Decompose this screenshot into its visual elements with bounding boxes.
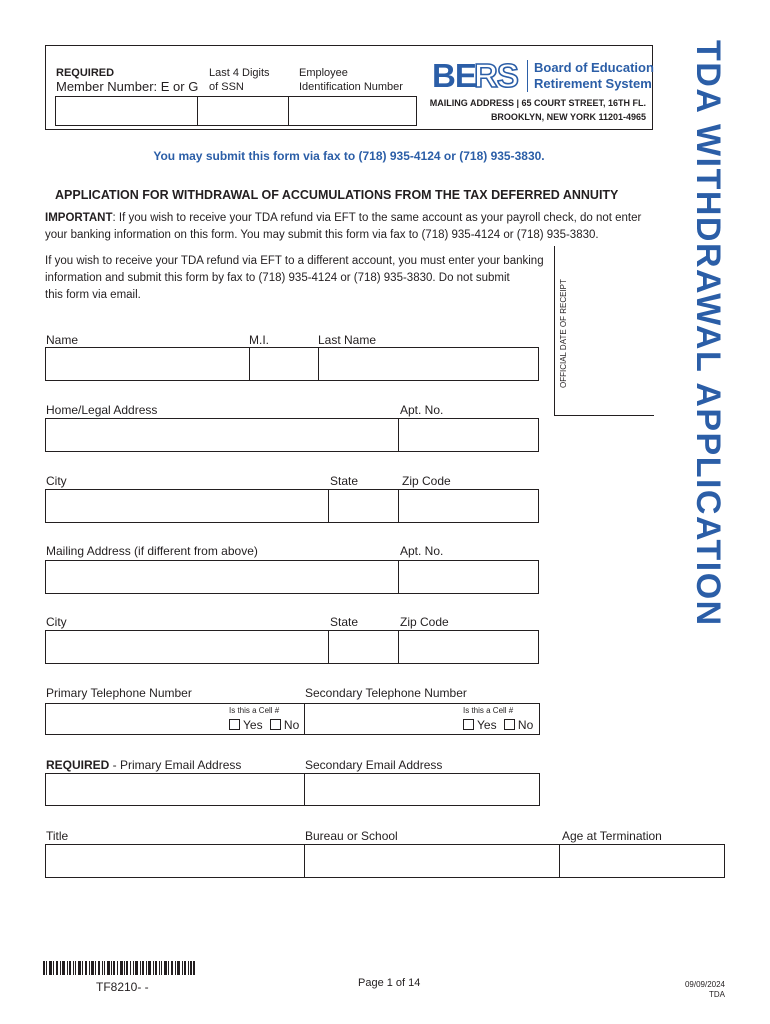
- state-2-label: State: [330, 615, 359, 629]
- zip-input[interactable]: [399, 490, 538, 522]
- mailing-address-input[interactable]: [46, 561, 398, 593]
- home-address-row: [45, 418, 539, 452]
- name-label: Name: [46, 333, 79, 347]
- primary-email-label: [46, 758, 241, 772]
- name-row-inputs: [45, 347, 539, 381]
- city-row: [45, 489, 539, 523]
- receipt-label: OFFICIAL DATE OF RECEIPT: [559, 279, 568, 388]
- mi-label: M.I.: [249, 333, 269, 347]
- important-text-line2: your banking information on this form. You may submit this form via fax to (718) 935-4124 or (718) 935-3830.: [45, 229, 599, 241]
- org-name-line2: Retirement System: [534, 76, 652, 91]
- employee-id-input[interactable]: [288, 96, 417, 126]
- member-number-input[interactable]: [55, 96, 198, 126]
- city-label: City: [46, 474, 67, 488]
- eft-notice-line1: If you wish to receive your TDA refund via EFT to a different account, you must enter your banking: [45, 255, 544, 267]
- first-name-input[interactable]: [46, 348, 249, 380]
- ssn-last4-input[interactable]: [197, 96, 289, 126]
- city-input[interactable]: [46, 490, 328, 522]
- title-label: Title: [46, 829, 69, 843]
- member-number-label: Member Number: E or G: [56, 79, 199, 94]
- primary-yes-label: Yes: [243, 718, 263, 732]
- side-title: TDA WITHDRAWAL APPLICATION: [689, 40, 727, 627]
- city-2-input[interactable]: [46, 631, 328, 663]
- primary-email-text: - Primary Email Address: [109, 758, 242, 772]
- state-label: State: [330, 474, 359, 488]
- home-address-label: Home/Legal Address: [46, 403, 158, 417]
- primary-email-input[interactable]: [45, 773, 305, 806]
- age-termination-label: Age at Termination: [562, 829, 662, 843]
- primary-phone-input[interactable]: [45, 703, 305, 735]
- logo-text-be: BE: [432, 57, 476, 94]
- mi-input[interactable]: [250, 348, 318, 380]
- primary-phone-label: Primary Telephone Number: [46, 686, 192, 700]
- footer-tda: TDA: [709, 990, 725, 999]
- state-input[interactable]: [329, 490, 398, 522]
- primary-cell-no-checkbox[interactable]: [270, 719, 281, 730]
- mailing-address-line2: BROOKLYN, NEW YORK 11201-4965: [490, 112, 646, 122]
- eft-notice-line3: this form via email.: [45, 289, 141, 301]
- primary-is-cell-label: Is this a Cell #: [229, 706, 280, 715]
- age-termination-input[interactable]: [560, 845, 724, 877]
- secondary-no-label: No: [517, 718, 534, 732]
- primary-no-label: No: [283, 718, 300, 732]
- city-2-row: [45, 630, 539, 664]
- secondary-is-cell-label: Is this a Cell #: [463, 706, 514, 715]
- important-text-line1: : If you wish to receive your TDA refund via EFT to the same account as your payroll check, do not enter: [112, 212, 642, 224]
- form-title: APPLICATION FOR WITHDRAWAL OF ACCUMULATIONS FROM THE TAX DEFERRED ANNUITY: [55, 188, 619, 202]
- primary-cell-yes-checkbox[interactable]: [229, 719, 240, 730]
- apt-no-input[interactable]: [399, 419, 538, 451]
- bers-logo: [432, 58, 522, 94]
- eft-notice-line2: information and submit this form by fax to (718) 935-4124 or (718) 935-3830. Do not submit: [45, 272, 510, 284]
- secondary-cell-yes-checkbox[interactable]: [463, 719, 474, 730]
- mailing-address-label: Mailing Address (if different from above): [46, 544, 258, 558]
- mailing-address-line1: MAILING ADDRESS | 65 COURT STREET, 16TH FL.: [429, 98, 646, 108]
- employee-id-line1: Employee: [299, 67, 348, 79]
- secondary-cell-no-checkbox[interactable]: [504, 719, 515, 730]
- title-row: [45, 844, 725, 878]
- secondary-phone-label: Secondary Telephone Number: [305, 686, 467, 700]
- secondary-email-input[interactable]: [304, 773, 540, 806]
- ssn-label-line1: Last 4 Digits: [209, 67, 270, 79]
- secondary-email-label: Secondary Email Address: [305, 758, 443, 772]
- page-number: Page 1 of 14: [358, 977, 421, 989]
- home-address-input[interactable]: [46, 419, 398, 451]
- apt-no-2-label: Apt. No.: [400, 544, 444, 558]
- zip-2-input[interactable]: [399, 631, 538, 663]
- employee-id-line2: Identification Number: [299, 81, 403, 93]
- secondary-cell-options: [463, 718, 533, 732]
- bureau-input[interactable]: [305, 845, 559, 877]
- apt-no-2-input[interactable]: [399, 561, 538, 593]
- important-label: IMPORTANT: [45, 212, 113, 224]
- form-code: TF8210- -: [96, 980, 149, 994]
- ssn-label-line2: of SSN: [209, 81, 244, 93]
- logo-divider: [527, 60, 528, 92]
- eft-notice: [45, 253, 544, 304]
- apt-no-label: Apt. No.: [400, 403, 444, 417]
- mailing-address-row: [45, 560, 539, 594]
- zip-label: Zip Code: [402, 474, 451, 488]
- required-label: REQUIRED: [56, 67, 115, 79]
- last-name-label: Last Name: [318, 333, 377, 347]
- footer-date: 09/09/2024: [684, 980, 725, 989]
- header-block: [45, 45, 653, 130]
- bureau-label: Bureau or School: [305, 829, 398, 843]
- state-2-input[interactable]: [329, 631, 398, 663]
- fax-notice: You may submit this form via fax to (718) 935-4124 or (718) 935-3830.: [153, 149, 545, 163]
- important-notice: [45, 210, 641, 244]
- city-2-label: City: [46, 615, 67, 629]
- title-input[interactable]: [46, 845, 304, 877]
- secondary-yes-label: Yes: [477, 718, 497, 732]
- secondary-phone-input[interactable]: [304, 703, 540, 735]
- receipt-box: [554, 246, 654, 416]
- required-prefix: REQUIRED: [46, 758, 110, 772]
- org-name-line1: Board of Education: [534, 60, 654, 75]
- last-name-input[interactable]: [319, 348, 538, 380]
- logo-text-rs: RS: [474, 57, 518, 94]
- primary-cell-options: [229, 718, 299, 732]
- barcode-icon: [43, 961, 195, 975]
- zip-2-label: Zip Code: [400, 615, 449, 629]
